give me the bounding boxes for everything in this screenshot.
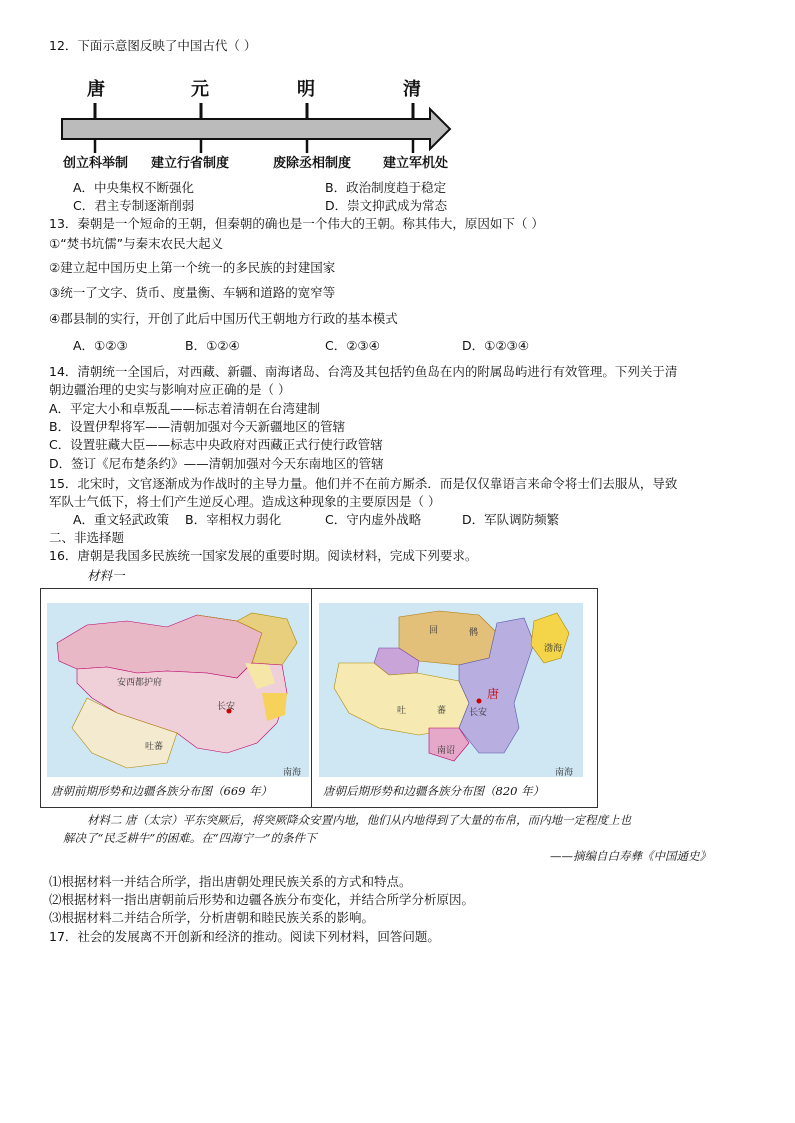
era-yuan: 元 <box>191 79 209 100</box>
event-xingsheng: 建立行省制度 <box>151 156 230 171</box>
q16-stem: 16．唐朝是我国多民族统一国家发展的重要时期。阅读材料，完成下列要求。 <box>49 548 478 563</box>
q13-item-3: ③统一了文字、货币、度量衡、车辆和道路的宽窄等 <box>49 285 336 300</box>
q14-option-d[interactable]: D．签订《尼布楚条约》——清朝加强对今天东南地区的管辖 <box>49 456 384 471</box>
maps-panel <box>40 588 598 808</box>
q12-option-b[interactable]: B．政治制度趋于稳定 <box>325 180 447 195</box>
map2-label-nanhai: 南海 <box>555 768 574 777</box>
q12-option-a[interactable]: A．中央集权不断强化 <box>73 180 195 195</box>
q15-option-c[interactable]: C．守内虚外战略 <box>325 512 422 527</box>
map-early-graphic <box>47 603 309 777</box>
map2-label-bo: 蕃 <box>437 706 447 716</box>
event-chengxiang: 废除丞相制度 <box>273 156 352 171</box>
q12-stem: 12．下面示意图反映了中国古代（ ） <box>49 38 257 53</box>
map2-label-hui: 回 <box>429 626 439 636</box>
q13-item-1: ①“焚书坑儒”与秦末农民大起义 <box>49 236 224 251</box>
era-qing: 清 <box>403 79 421 100</box>
q15-stem-line2: 军队士气低下，将士们产生逆反心理。造成这种现象的主要原因是（ ） <box>49 494 441 509</box>
q13-option-d[interactable]: D．①②③④ <box>462 338 529 353</box>
q15-option-b[interactable]: B．宰相权力弱化 <box>185 512 282 527</box>
era-tang: 唐 <box>87 79 105 100</box>
q17-stem: 17．社会的发展离不开创新和经济的推动。阅读下列材料，回答问题。 <box>49 929 440 944</box>
q13-item-4: ④郡县制的实行，开创了此后中国历代王朝地方行政的基本模式 <box>49 311 398 326</box>
q16-question-2: ⑵根据材料一指出唐朝前后形势和边疆各族分布变化，并结合所学分析原因。 <box>49 892 475 907</box>
map2-label-nanzhao: 南诏 <box>437 746 456 756</box>
q15-option-a[interactable]: A．重文轻武政策 <box>73 512 170 527</box>
q15-option-d[interactable]: D．军队调防频繁 <box>462 512 560 527</box>
map1-label-changan: 长安 <box>217 702 236 712</box>
map2-caption: 唐朝后期形势和边疆各族分布图（820 年） <box>323 784 545 798</box>
map-tang-late <box>319 603 583 777</box>
material1-label: 材料一 <box>87 568 125 583</box>
q13-option-c[interactable]: C．②③④ <box>325 338 380 353</box>
q12-option-c[interactable]: C．君主专制逐渐削弱 <box>73 198 195 213</box>
map-divider <box>311 589 312 807</box>
q14-stem-line2: 朝边疆治理的史实与影响对应正确的是（ ） <box>49 382 291 397</box>
q12-option-d[interactable]: D．崇文抑武成为常态 <box>325 198 448 213</box>
timeline-diagram <box>55 70 465 180</box>
map2-label-tang: 唐 <box>487 687 500 701</box>
map2-label-changan: 长安 <box>469 708 488 718</box>
q15-stem-line1: 15．北宋时，文官逐渐成为作战时的主导力量。他们并不在前方厮杀．而是仅仅靠语言来命令将士们去服从，导致 <box>49 476 678 491</box>
q14-stem-line1: 14．清朝统一全国后，对西藏、新疆、南海诸岛、台湾及其包括钓鱼岛在内的附属岛屿进行有效管理。下列关于清 <box>49 364 678 379</box>
map2-label-tu: 吐 <box>397 706 407 716</box>
q13-option-a[interactable]: A．①②③ <box>73 338 128 353</box>
map1-label-tubo: 吐蕃 <box>145 742 164 752</box>
q14-option-c[interactable]: C．设置驻藏大臣——标志中央政府对西藏正式行使行政管辖 <box>49 437 383 452</box>
map2-label-bohai: 渤海 <box>544 644 563 654</box>
q14-option-b[interactable]: B．设置伊犁将军——清朝加强对今天新疆地区的管辖 <box>49 419 346 434</box>
q16-question-1: ⑴根据材料一并结合所学，指出唐朝处理民族关系的方式和特点。 <box>49 874 412 889</box>
event-keju: 创立科举制 <box>63 156 129 171</box>
map-tang-early <box>47 603 309 777</box>
q14-option-a[interactable]: A．平定大小和卓叛乱——标志着清朝在台湾建制 <box>49 401 321 416</box>
q13-option-b[interactable]: B．①②④ <box>185 338 240 353</box>
map1-caption: 唐朝前期形势和边疆各族分布图（669 年） <box>51 784 273 798</box>
map2-label-hu: 鹘 <box>469 628 479 638</box>
material2-line2: 解决了“民乏耕牛”的困难。在“四海宁一”的条件下 <box>63 831 317 845</box>
q13-stem: 13．秦朝是一个短命的王朝，但秦朝的确也是一个伟大的王朝。称其伟大，原因如下（ ） <box>49 216 544 231</box>
event-junjichu: 建立军机处 <box>383 156 449 171</box>
map1-label-nanhai: 南海 <box>283 768 302 777</box>
q13-item-2: ②建立起中国历史上第一个统一的多民族的封建国家 <box>49 260 336 275</box>
q16-question-3: ⑶根据材料二并结合所学，分析唐朝和睦民族关系的影响。 <box>49 910 375 925</box>
material2-line1: 材料二 唐（太宗）平东突厥后，将突厥降众安置内地，他们从内地得到了大量的布帛，而内地一定程度上也 <box>87 813 632 827</box>
section-heading: 二、非选择题 <box>49 530 125 545</box>
map1-label-anxi: 安西都护府 <box>117 678 163 688</box>
era-ming: 明 <box>297 79 315 100</box>
material2-source: ——摘编自白寿彝《中国通史》 <box>550 849 711 863</box>
